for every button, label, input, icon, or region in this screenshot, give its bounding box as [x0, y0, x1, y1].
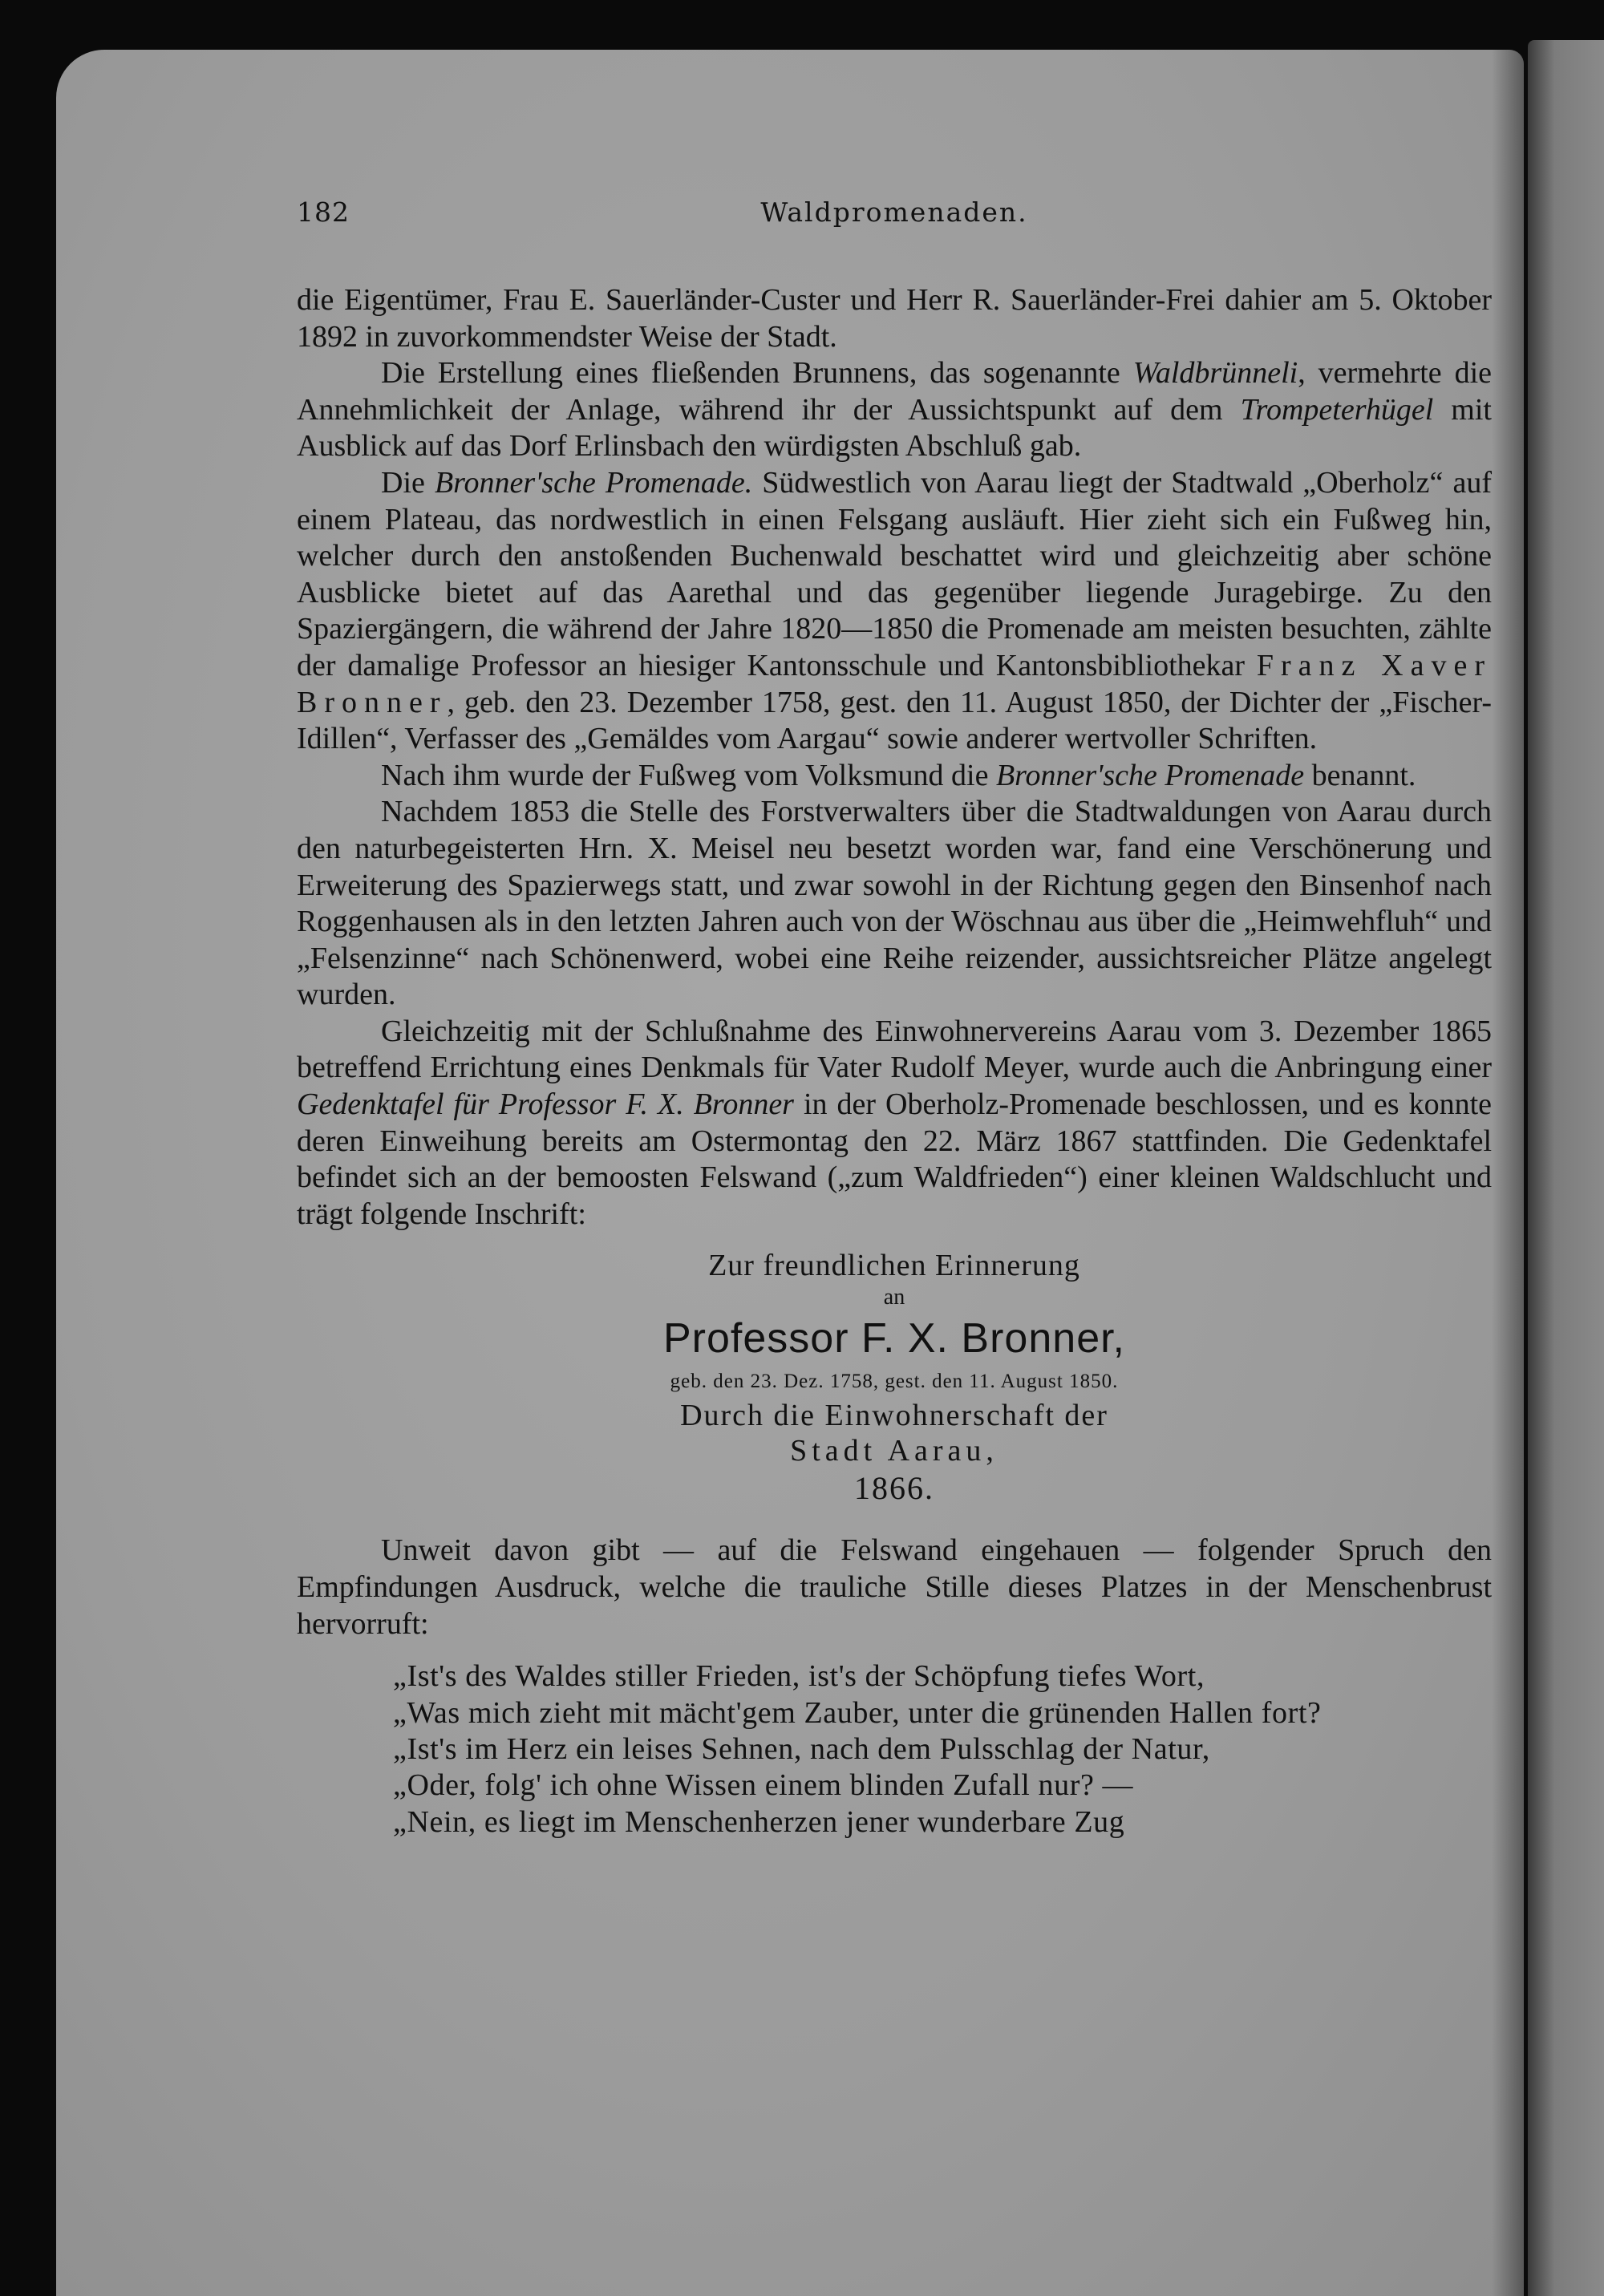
paragraph-3-text-e: , geb. den 23. Dezember 1758, gest. den 11. August 1850, der Dichter der „Fischer-Idillen“, Verfasser des „Gemäldes vom Aargau“ sowie anderer wertvoller Schriften. — [297, 685, 1492, 756]
paragraph-3 — [297, 465, 1492, 758]
page-text-block — [297, 190, 1492, 1840]
paragraph-5: Nachdem 1853 die Stelle des Forstverwalters über die Stadtwaldungen von Aarau durch den naturbegeisterten Hrn. X. Meisel neu besetzt worden war, fand eine Verschönerung und Erweiterung des Spazierwegs statt, und zwar sowohl in der Richtung gegen den Binsenhof nach Roggenhausen als in den letzten Jahren auch von der Wöschnau aus über die „Heimwehfluh“ und „Felsenzinne“ nach Schönenwerd, wobei eine Reihe reizender, aussichtsreicher Plätze angelegt wurden. — [297, 795, 1492, 1012]
paragraph-3-text-a: Die — [381, 465, 435, 500]
paragraph-7: Unweit davon gibt — auf die Felswand eingehauen — folgender Spruch den Empfindungen Ausdruck, welche die trauliche Stille dieses Platzes in der Menschenbrust hervorruft: — [297, 1533, 1492, 1641]
paragraph-2-text-e: mit Ausblick auf das Dorf Erlinsbach den würdigsten Abschluß gab. — [297, 392, 1492, 464]
verse-line: „Ist's im Herz ein leises Sehnen, nach dem Pulsschlag der Natur, — [393, 1732, 1210, 1767]
gedenktafel-italic: Gedenktafel für Professor F. X. Bronner — [297, 1087, 794, 1122]
inscription-line-1: Zur freundlichen Erinnerung — [708, 1249, 1080, 1283]
inscription-line-6: Stadt Aarau, — [790, 1434, 998, 1468]
memorial-inscription — [297, 1247, 1492, 1508]
adjacent-page-edge — [1528, 40, 1604, 2296]
inscription-line-2: an — [883, 1285, 905, 1310]
paragraph-6 — [297, 1014, 1492, 1233]
paragraph-2-text-c: , vermehrte die Annehmlichkeit der Anlage, während ihr der Aussichtspunkt auf dem — [297, 356, 1492, 427]
body-text — [297, 282, 1492, 1233]
verse-line: „Nein, es liegt im Menschenherzen jener wunderbare Zug — [393, 1804, 1125, 1839]
running-title: Waldpromenaden. — [760, 196, 1028, 228]
verse-block — [393, 1658, 1492, 1840]
trompeterhuegel-italic: Trompeterhügel — [1240, 392, 1434, 427]
inscription-year: 1866. — [854, 1470, 934, 1507]
paragraph-3-text-c: Südwestlich von Aarau liegt der Stadtwald „Oberholz“ auf einem Plateau, das nordwestlich in einen Felsgang ausläuft. Hier zieht sich ein Fußweg hin, welcher durch den anstoßenden Buchenwald beschattet wird und gleichzeitig aber schöne Ausblicke bietet auf das Aarethal und das gegenüber liegende Juragebirge. Zu den Spaziergängern, die während der Jahre 1820—1850 die Promenade am meisten besuchten, zählte der damalige Professor an hiesiger Kantonsschule und Kantonsbibliothekar — [297, 465, 1492, 682]
paragraph-4-text-a: Nach ihm wurde der Fußweg vom Volksmund die — [381, 758, 996, 792]
inscription-line-5: Durch die Einwohnerschaft der — [680, 1399, 1108, 1433]
bronnersche-promenade-italic: Bronner'sche Promenade — [995, 758, 1305, 792]
paragraph-2 — [297, 355, 1492, 465]
paragraph-2-text-a: Die Erstellung eines fließenden Brunnens, das sogenannte — [381, 356, 1133, 391]
body-text-lower — [297, 1533, 1492, 1642]
paragraph-6-text-a: Gleichzeitig mit der Schlußnahme des Einwohnervereins Aarau vom 3. Dezember 1865 betreffend Errichtung eines Denkmals für Vater Rudolf Meyer, wurde auch die Anbringung einer — [297, 1014, 1492, 1085]
inscription-name: Professor F. X. Bronner, — [662, 1315, 1126, 1363]
section-heading-bronnersche-promenade: Bronner'sche Promenade. — [434, 465, 753, 500]
inscription-dates: geb. den 23. Dez. 1758, gest. den 11. August 1850. — [670, 1371, 1119, 1393]
verse-line: „Ist's des Waldes stiller Frieden, ist's der Schöpfung tiefes Wort, — [393, 1659, 1205, 1694]
paragraph-6-text-c: in der Oberholz-Promenade beschlossen, und es konnte deren Einweihung bereits am Ostermontag den 22. März 1867 stattfinden. Die Gedenktafel befindet sich an der bemoosten Felswand („zum Waldfrieden“) einer kleinen Waldschlucht und trägt folgende Inschrift: — [297, 1087, 1493, 1231]
paragraph-4-text-c: benannt. — [1304, 758, 1416, 792]
page-header — [297, 190, 1492, 238]
paragraph-4 — [297, 758, 1492, 795]
name-spaced-franz-xaver-bronner: Franz Xaver Bronner — [297, 648, 1492, 719]
verse-line: „Was mich zieht mit mächt'gem Zauber, unter die grünenden Hallen fort? — [393, 1695, 1322, 1730]
verse-line: „Oder, folg' ich ohne Wissen einem blinden Zufall nur? — — [393, 1768, 1134, 1803]
page-number: 182 — [297, 196, 350, 228]
gutter-shadow — [1492, 50, 1524, 2296]
book-page — [56, 50, 1524, 2296]
paragraph-1: die Eigentümer, Frau E. Sauerländer-Custer und Herr R. Sauerländer-Frei dahier am 5. Oktober 1892 in zuvorkommendster Weise der Stadt. — [297, 283, 1492, 354]
waldbruenneli-italic: Waldbrünneli — [1132, 356, 1298, 391]
